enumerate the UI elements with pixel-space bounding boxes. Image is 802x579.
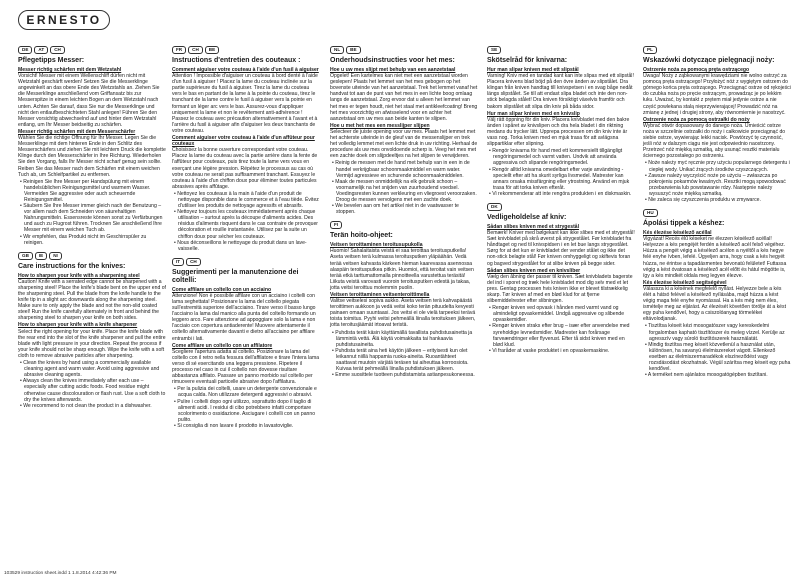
language-section bbox=[487, 203, 635, 354]
bullet-item: • Rengør kniven ved opvask i hånden med varmt vand og almindeligt opvaskemiddel. Undgå aggressive og slibende opvaskemidler. bbox=[493, 305, 635, 323]
subheading: Sådan slibes kniven med et strygestål bbox=[487, 223, 580, 230]
subheading: Comment aiguiser votre couteau à l'aide d'un fusil à aiguiser bbox=[172, 67, 319, 73]
paragraph: Select the right opening for your knife. Place the knife blade with the rear end into the slot of the knife sharpener and pull the entire blade with light pressure in your direction. Repeat the process if your knife should not be sharp enough. Wipe the knife with a soft cloth to remove abrasive particles after sharpening. bbox=[18, 328, 166, 359]
country-badge: PL bbox=[643, 46, 657, 54]
bullet-item: • Reinigen Sie Ihre Messer per Handspülung mit einem handelsüblichen Reinigungsmittel und warmem Wasser. Vermeiden Sie aggressive oder auch scheuernde Reinigungsmittel. bbox=[24, 179, 166, 203]
paragraph: Varning! Kniv med en tandad kant kan inte slipas med ett slipstål! Placera knivens blad böjd på den övre änden av slipstålet. Dra klingan från kniven handtag till knivspetsen i en svag båge nedåt längs slipstålet. Se till att endast slipa bladet och inte den non-stick belagda stålet! Dra kniven försiktigt växelvis framför och bakom slipstålet att slipa din kniv på båda sidor. bbox=[487, 73, 634, 110]
country-badge: IE bbox=[35, 252, 47, 260]
language-section bbox=[330, 221, 478, 378]
subheading: Comment aiguiser votre couteau à l'aide d'un affûteur pour couteaux bbox=[172, 135, 315, 148]
bullet-item: • Nie zaleca się czyszczenia produktu w zmywarce. bbox=[649, 197, 791, 203]
country-badges bbox=[18, 46, 166, 54]
country-badges bbox=[330, 221, 478, 229]
country-badge: CH bbox=[188, 46, 203, 54]
bullet-item: • Rengör alltid knivarna omedelbart efter varje användning - speciellt efter att ha skurit syrliga livsmedel. Matrester kan annars orsaka missfärgning eller ytrostning. Använd en mjuk trasa för att torka kniven efteråt. bbox=[493, 167, 635, 191]
paragraph: Bemærk! Kniver med bølgekant kan ikke slibes med et strygestål! Sæt knivbladet på skrå øverst på strygestålet. Før knivbladet fra håndtaget og ned til knivspidsen i en let bue langs strygestålet. Sørg for at det kun er knivbladet der vender stålet og ikke det non-stick belagte stål! Før kniven omhyggeligt og skiftevis foran og bagved strygestålet for at slibe kniven på begge sider. bbox=[487, 230, 635, 267]
paragraph: Opgelet! Een kartelmes kan niet met een aanzetstaal worden geslepen! Plaats het lemmet van het mes gebogen op het bovenste uiteinde van het aanzetstaal. Trek het lemmet vanaf het handvat tot aan de punt van het mes in een lichte boog omlaag langs de aanzetstaal. Zorg ervoor dat u alleen het lemmet van het mes er tegen houdt, niet het staal met antikleefcoating! Breng het mes voorzichtig en afwisselend voor en achter het aanzetstaal om uw mes aan beide kanten te slijpen. bbox=[330, 73, 478, 122]
paragraph: Vælg den åbning der passer til kniven. Sæt knivbladets bagerste del ind i sporet og træk hele knivbladet mod dig selv med et let pres. Gentag processen hvis kniven ikke er blevet tilstrækkelig skarp. Tør kniven af med en blød klud for at fjerne slibemiddelrester efter slibningen. bbox=[487, 273, 633, 305]
language-section bbox=[18, 46, 166, 246]
bullet-item: • Säubern Sie Ihre Messer immer gleich nach der Benutzung – vor allem nach dem Schneiden von säurehaltigen Nahrungsmitteln. Essensreste können sonst zu Verfärbungen und auch zu Flugrost führen. Trocknen Sie anschließend Ihre Messer mit einem weichen Tuch ab. bbox=[24, 203, 166, 233]
language-section bbox=[172, 258, 320, 429]
instruction-column bbox=[643, 46, 791, 384]
brand-logo: ERNESTO bbox=[18, 10, 110, 30]
country-badges bbox=[487, 203, 635, 211]
bullet-item: • Vi fraråder at vaske produktet i en opvaskemaskine. bbox=[493, 348, 635, 354]
language-section bbox=[487, 46, 635, 197]
country-badges bbox=[18, 252, 166, 260]
bullet-item: • Tisztítsa késeit kézi mosogatószer vagy kereskedelmi forgalomban kapható tisztítószer és meleg vízzel. Kerülje az agresszív vagy súroló tisztítószerek használatát. bbox=[649, 323, 791, 341]
bullet-item: • Puhdista terät aina heti käytön jälkeen – erityisesti kun olet leikannut niillä happamia ruoka-aineita. Ruoantähteet saattavat muutoin värjätä teräsen tai aiheuttaa korroosiota. Kuivaa terät pehmeällä liinalla puhdistuksen jälkeen. bbox=[336, 348, 478, 372]
bullet-item: • Si consiglia di non lavare il prodotto in lavastoviglie. bbox=[178, 423, 320, 429]
language-section bbox=[330, 46, 478, 215]
bullet-item: • A terméket nem ajánlatos mosogatógépben tisztítani. bbox=[649, 372, 791, 378]
country-badge: DK bbox=[487, 203, 502, 211]
country-badge: BE bbox=[346, 46, 360, 54]
paragraph: Huomio! Sahalaitaista veistä ei saa teroittaa teroitusputkella! Aseta veitsen terä kulmassa teroitusputken yläpäähän. Vedä terää veitsen kahvasta kärkeen hieman kaarevassa asennossa alaspäin teroitusputkea pitkin. Huomioi, että teroitat vain veitsen terää etkä tarttumattomalla pinnoitteella varustettua teräsitä! Liikuta veistä varovasti vuoroin teroitusputken edestä ja takaa, jotta veitsi teroittuu molemmin puolin. bbox=[330, 248, 474, 291]
paragraph: Selecteer de juiste opening voor uw mes. Plaats het lemmet met het achterste uiteinde in de gleuf van de messenslijper en trek het volledig lemmet met een lichte druk in uw richting. Herhaal de procedure als uw mes onvoldoende scherp is. Veeg het mes met een zachte doek om slijpdeeltjes na het slijpen te verwijderen. bbox=[330, 128, 478, 160]
section-title: Wskazówki dotyczące pielęgnacji noży: bbox=[643, 57, 775, 64]
subheading: Come affilare un coltello con un acciaino bbox=[172, 286, 272, 293]
country-badges bbox=[172, 258, 320, 266]
instruction-column bbox=[330, 46, 478, 384]
bullet-item: • Rengör knivarna för hand med ett kommersiellt tillgängligt rengöringsmedel och varmt vatten. Undvik att använda aggressiva och slipande rengöringsmedel. bbox=[493, 148, 635, 166]
bullet-item: • Mindig tisztítsa meg késeit közvetlenül a használat után, különösen, ha savanyú élelmiszereket vágott. Ellenkező esetben az élelmiszermaradékok elszíneződést vagy rozsdásodást okozhatnak. Végül szárítsa meg késeit egy puha kendővel. bbox=[649, 342, 791, 372]
bullet-item: • Per la pulizia dei coltelli, usare un detergente convenzionale e acqua calda. Non utilizzare detergenti aggressivi o abrasivi. bbox=[178, 386, 320, 398]
paragraph: Wählen Sie die richtige Öffnung für Ihr Messer. Legen Sie die Messerklinge mit dem hinteren Ende in den Schlitz des Messerschärfers und ziehen Sie mit leichtem Druck die komplette Klinge durch den Messerschärfer in Ihre Richtung. Wiederholen Sie den Vorgang, falls Ihr Messer nicht scharf genug sein sollte. Reiben Sie das Messer nach dem Schärfen mit einem weichen Tuch ab, um Schleifpartikel zu entfernen. bbox=[18, 135, 166, 178]
bullet-item: • Emme suosittele tuotteen puhdistamista astianpesukoneessa. bbox=[336, 372, 478, 378]
bullet-item: • Nettoyez les couteaux à la main à l'aide d'un produit de nettoyage disponible dans le commerce et à l'eau tiède. Évitez d'utiliser les produits de nettoyage agressifs et abrasifs. bbox=[178, 191, 320, 209]
paragraph: Scegliere l'apertura adatta al coltello. Posizionare la lama del coltello con il retro nella fessura dell'affilatore e tirare l'intera lama verso di sé esercitando una leggera pressione. Ripetere il processo nel caso in cui il coltello non dovesse risultare abbastanza affilato. Passare un panno morbido sul coltello per rimuovere eventuali particelle abrasive dopo l'affilatura. bbox=[172, 348, 320, 386]
bullet-item: • Nettoyez toujours les couteaux immédiatement après chaque utilisation – surtout après la découpe d'aliments acides. Des résidus d'aliments risquent dans le cas contraire de provoquer décoloration et rouille instantanée. Utilisez par la suite un chiffon doux pour sécher les couteaux. bbox=[178, 209, 320, 239]
section-title: Suggerimenti per la manutenzione dei coltelli: bbox=[172, 268, 299, 284]
bullet-item: • Pulire i coltelli dopo ogni utilizzo, soprattutto dopo il taglio di alimenti acidi. I residui di cibo potrebbero infatti comportare scolorimento o ossidazione. Asciugare i coltelli con un panno pulito. bbox=[178, 399, 320, 423]
subheading: Ostrzenie noża za pomocą ostrzałki do noży bbox=[643, 116, 750, 123]
bullet-item: • Reinig de messen met de hand met behulp van in een in de handel verkrijgbaar schoonmaakmiddel en warm water. Vermijd agressieve en schurende schoonmaakmiddelen. bbox=[336, 160, 478, 178]
country-badge: AT bbox=[34, 46, 48, 54]
paragraph: Válassza ki a késének megfelelő nyílást. Helyezze bele a kés élét a hátsó felével a késélező nyílásába, majd húzza a kést végig maga felé enyhe nyomással. Ha a kés még nem éles, ismételje meg az eljárást. Az élezését követően törölje át a kést egy puha kendővel, hogy a csiszolóanyag törmelékei eltávolodjanak. bbox=[643, 285, 786, 323]
country-badge: SE bbox=[487, 46, 501, 54]
subheading: How to sharpen your knife with a sharpening steel bbox=[18, 272, 140, 279]
country-badge: HU bbox=[643, 209, 658, 217]
paragraph: Wybrać otwór dopasowany do danego noża. Umieścić ostrze noża w szczelinie ostrzałki do noży i całkowicie przeciągnąć do siebie ostrze, wywierając lekki nacisk. Powtórzyć tę czynność, jeśli nóż w dalszym ciągu nie jest odpowiednio naostrzony. Przetrzeć nóż miękką szmatką, aby usunąć resztki materiału ściernego pozostałego po ostrzeniu. bbox=[643, 122, 786, 160]
instruction-column bbox=[487, 46, 635, 360]
subheading: Hur man slipar kniven med ett slipstål bbox=[487, 67, 579, 73]
bullet-item: • We bevelen aan om het artikel niet in de vaatwasser te stoppen. bbox=[336, 203, 478, 215]
subheading: Messer richtig schärfen mit dem Messerschärfer bbox=[18, 128, 136, 135]
language-section bbox=[172, 46, 320, 252]
paragraph: Vigyázat! Recés élű késeket ne élezzen késélező acéllal! Helyezze a kés pengéjét ferdén a késélező acél felső végéhez. Húzza a pengét végig a késélező acélon a nyéltől a kés hegye felé enyhe ívben, lefelé. Ügyeljen arra, hogy csak a kés hegyét húzza, ne érintse a tapadásmentes bevonatú felületet! Futtassa végig a kést óvatosan a késélező acél előtt és hátul mögötte is, így a kés mindkét oldala meg legyen élezve. bbox=[643, 236, 787, 279]
paragraph: Choisissez la bonne ouverture correspondant votre couteau. Placez la lame du couteau avec la partie arrière dans la fente de l'affûteur pour couteaux, puis tirez toute la lame vers vous en exerçant une légère pression. Répétez le processus au cas où votre couteau ne serait pas suffisamment tranchant. Essuyez le couteau à l'aide d'un chiffon doux pour éliminer toutes particules abrasives après affûtage. bbox=[172, 147, 318, 190]
instruction-column bbox=[18, 46, 166, 415]
subheading: Hoe u met het mes een messlijper slijpen bbox=[330, 122, 430, 129]
country-badge: CH bbox=[50, 46, 65, 54]
paragraph: Uwaga! Noży z ząbkowanymi krawędziami nie wolno ostrzyć za pomocą pręta ostrzącego! Przyłożyć nóż z wygiętym ostrzem do górnego końca pręta ostrzącego. Przeciągnąć ostrze od rękojeści do czubka noża po pręcie ostrzącym, prowadząc je po lekkim łuku. Uważać, by kontakt z prętem miał jedynie ostrze a nie część powlekana stalą nieprzywierającej! Prowadzić nóż na zmianę z jednej i drugiej strony, aby równomiernie je naostrzyć. bbox=[643, 73, 791, 116]
paragraph: Attention ! Impossible d'aiguiser un couteau à bord denté à l'aide d'un fusil à aiguiser ! Placez la lame du couteau inclinée sur la partie supérieure du fusil à aiguiser. Tirez la lame du couteau vers le bas en partant de la lame à la pointe du couteau, tirez le tranchant de la lame contre le fusil à aiguiser vers la pointe en formant un léger arc vers le bas. Assurez-vous d'appliquer uniquement la lame et non le revêtement anti-adhérence ! Passez le couteau avec précaution alternativement à l'avant et à l'arrière du fusil à aiguiser afin d'aiguiser les deux tranchants de votre couteau. bbox=[172, 73, 318, 134]
section-title: Ápolási tippek a késhez: bbox=[643, 220, 725, 228]
section-title: Instructions d'entretien des couteaux : bbox=[172, 57, 301, 64]
country-badge: BE bbox=[205, 46, 219, 54]
paragraph: Vorsicht! Messer mit einem Wellenschliff dürfen nicht mit Wetzstahl geschärft werden! Setzen Sie die Messerklinge angewinkelt an das obere Ende des Wetzstahls an. Ziehen Sie die Messerklinge anschließend vom Griffansatz bis zur Messerspitze in einem leichten Bogen an dem Wetzstahl nach unten. Achten Sie darauf, dass Sie nur die Messerklinge und nicht den entlaufbeschichteten Stahl anlegen! Führen Sie den Messer vorsichtig abwechselnd auf und hinter dem Wetzstahl entlang, um Ihr Messer beidseitig zu schärfen. bbox=[18, 73, 160, 128]
section-title: Vedligeholdelse af kniv: bbox=[487, 213, 567, 221]
language-section bbox=[643, 46, 791, 203]
bullet-item: • Clean the knives by hand using a commercially available cleaning agent and warm water. Avoid using aggressive and abrasive cleaning agents. bbox=[24, 360, 166, 378]
country-badges bbox=[487, 46, 635, 54]
country-badge: FR bbox=[172, 46, 186, 54]
subheading: Come affilare un coltello con un affilatore bbox=[172, 342, 273, 349]
subheading: Ostrzenie noża za pomocą pręta ostrzącego bbox=[643, 67, 750, 73]
subheading: Kés élezése késélező segítségével bbox=[643, 279, 727, 286]
country-badge: GB bbox=[18, 252, 33, 260]
bullet-item: • Always clean the knives immediately after each use – especially after cutting acidic foods. Food residue might otherwise cause discolouration or flash rust. Use a soft cloth to dry the knives afterwards. bbox=[24, 378, 166, 402]
country-badge: NL bbox=[330, 46, 344, 54]
bullet-item: • Noże należy myć ręcznie przy użyciu popularnego detergentu i ciepłej wody. Unikać żrących środków czyszczących. bbox=[649, 160, 791, 172]
subheading: How to sharpen your knife with a knife sharpener bbox=[18, 322, 138, 329]
subheading: Kés élezése késélező acéllal bbox=[643, 230, 712, 237]
print-footer: 103529 instruction sheet.indd 1 1.8.2014 4:42:36 PM bbox=[4, 571, 117, 576]
paragraph: Välj rätt öppning för din kniv. Placera knivbladet med den bakre änden i spåret av knivslipen och dra hela bladet i din riktning medans du trycker lätt. Upprepa processen om din kniv inte är vass nog. Torka kniven med en mjuk trasa för att avlägsna slippartiklar efter slipning. bbox=[487, 116, 630, 148]
section-title: Terän hoito-ohjeet: bbox=[330, 232, 393, 240]
country-badge: IT bbox=[172, 258, 184, 266]
country-badges bbox=[643, 209, 791, 217]
bullet-item: • Maak de messen onmiddellijk na elk gebruik schoon – voornamelijk na het snijden van zuurhoudend voedsel. Voedingsresten kunnen verkleuring en vliegroest veroorzaken. Droog de messen vervolgens met een zachte doek. bbox=[336, 179, 478, 203]
language-section bbox=[643, 209, 791, 378]
section-title: Care instructions for the knives: bbox=[18, 262, 126, 270]
country-badges bbox=[172, 46, 320, 54]
country-badge: NI bbox=[49, 252, 62, 260]
bullet-item: • Wir empfehlen, das Produkt nicht im Geschirrspüler zu reinigen. bbox=[24, 234, 166, 246]
bullet-item: • We recommend to not clean the product in a dishwasher. bbox=[24, 403, 166, 409]
paragraph: Attenzione! Non è possibile affilare con un acciaino i coltelli con lama seghettata! Posizionare la lama del coltello piegata sull'estremità superiore dell'acciaino. Tirare verso il basso lungo l'acciaino la lama dal manico alla punta del coltello formando un leggero arco. Fare attenzione ad appoggiare solo la lama e non l'acciaio con copertura antiaderente! Muovere attentamente il coltello alternativamente davanti e dietro all'acciaino per affilare entrambi i lati. bbox=[172, 292, 316, 342]
subheading: Hoe u uw mes slijpt met behulp van een aanzetstaal bbox=[330, 67, 456, 73]
paragraph: Caution! Knife with a serrated edge cannot be sharpened with a sharpening steel! Place the knife's blade bent on the upper end of the sharpening steel. Pull the blade from the knife handle to the knife tip in a slight arc downwards along the sharpening steel. Make sure to only apply the blade and not the non-slid coated steel! Run the knife carefully alternately in front and behind the sharpening steel to sharpen your knife on both sides. bbox=[18, 278, 166, 322]
country-badges bbox=[643, 46, 791, 54]
subheading: Sådan slibes kniven med en knivsliber bbox=[487, 267, 581, 274]
instruction-column bbox=[172, 46, 320, 435]
section-title: Onderhoudsinstructies voor het mes: bbox=[330, 57, 455, 64]
bullet-item: • Nous déconseillons le nettoyage du produit dans un lave-vaisselle. bbox=[178, 240, 320, 252]
bullet-item: • Rengør kniven straks efter brug – især efter anvendelse med syreholdige levnedsmidler. Madrester kan forårsage farveændringer eller flyverust. Efter tå sidst kniven med en blød klud. bbox=[493, 323, 635, 347]
country-badge: DE bbox=[18, 46, 32, 54]
bullet-item: • Puhdista terät käsin käyttämällä tavallista puhdistusainetta ja lämmintä vettä. Älä käytä voimakkaita tai hankaavia puhdistusaineita. bbox=[336, 330, 478, 348]
country-badge: CH bbox=[186, 258, 201, 266]
subheading: Hur man slipar kniven med en knivslip bbox=[487, 110, 580, 117]
language-section bbox=[18, 252, 166, 409]
section-title: Skötselråd för knivarna: bbox=[487, 57, 568, 64]
bullet-item: • Vi rekommenderar att inte rengöra produkten i en diskmaskin. bbox=[493, 191, 635, 197]
bullet-item: • Zawsze należy wyczyścić noże po użyciu – zwłaszcza po pokrojeniu pokarmów kwaśnych. Resztki mogą spowodować przebarwienia lub powstawanie rdzy. Następnie należy wysuszyć noże miękką szmatką. bbox=[649, 173, 791, 197]
paragraph: Valitse veitselesi sopiva aukko. Aseta veitsen terä kahvapäästä teroittimen aukkoon ja vedä veitsi koko terän pituudelta kevyesti painaen omaan suuntaasi. Jos veitsi ei ole vielä tarpeeksi terävä toista toimitus. Pyyhi veitsi pehmeällä liinalla teroituksen jälkeen, jotta teroitusjäämät irtoavat teristä. bbox=[330, 298, 476, 329]
subheading: Veitsen teroittaminen veitsenteroittimella bbox=[330, 292, 430, 298]
country-badge: FI bbox=[330, 221, 342, 229]
section-title: Pflegetipps Messer: bbox=[18, 57, 85, 64]
country-badges bbox=[330, 46, 478, 54]
subheading: Messer richtig schärfen mit dem Wetzstahl bbox=[18, 67, 122, 73]
subheading: Veitsen teroittaminen teroitusupukolla bbox=[330, 242, 423, 249]
